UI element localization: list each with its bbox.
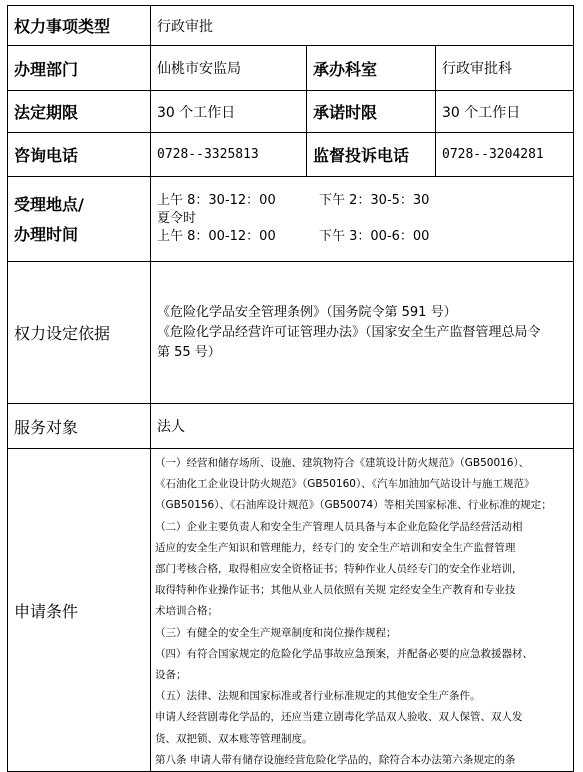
time-am-standard: 上午 8：30-12：00 <box>157 193 276 208</box>
row-dept <box>8 46 574 91</box>
value-consult-phone: 0728--3325813 <box>151 133 307 177</box>
label-conditions: 申请条件 <box>8 449 151 772</box>
label-office: 承办科室 <box>307 46 436 91</box>
info-table <box>7 5 574 772</box>
row-place-time <box>8 177 574 262</box>
row-service <box>8 404 574 449</box>
time-summer <box>157 228 567 246</box>
value-office: 行政审批科 <box>436 46 574 91</box>
row-deadline <box>8 91 574 133</box>
label-basis: 权力设定依据 <box>8 262 151 404</box>
label-place-time <box>8 177 151 262</box>
condition-line: （GB50156）、《石油库设计规范》（GB50074）等相关国家标准、行业标准的规定； <box>155 499 552 512</box>
condition-line: （一）经营和储存场所、设施、建筑物符合《建筑设计防火规范》（GB50016）、 <box>155 457 530 469</box>
value-promised-deadline: 30 个工作日 <box>436 91 574 133</box>
condition-line: 术培训合格； <box>155 605 218 618</box>
value-type: 行政审批 <box>151 6 574 46</box>
label-type: 权力事项类型 <box>8 6 151 46</box>
value-place-time <box>151 177 574 262</box>
label-legal-deadline: 法定期限 <box>8 91 151 133</box>
time-standard <box>157 192 567 210</box>
value-complaint-phone: 0728--3204281 <box>436 133 574 177</box>
condition-line: （二）企业主要负责人和安全生产管理人员具备与本企业危险化学品经营活动相 <box>155 520 523 533</box>
value-basis <box>151 262 574 404</box>
value-conditions <box>151 449 574 772</box>
condition-line: 第八条 申请人带有储存设施经营危险化学品的，除符合本办法第六条规定的条 <box>155 753 516 766</box>
condition-line: （五）法律、法规和国家标准或者行业标准规定的其他安全生产条件。 <box>155 690 481 703</box>
label-complaint-phone: 监督投诉电话 <box>307 133 436 177</box>
value-legal-deadline: 30 个工作日 <box>151 91 307 133</box>
row-phone <box>8 133 574 177</box>
row-basis <box>8 262 574 404</box>
condition-line: 设备； <box>155 669 187 682</box>
condition-line: 货、双把锁、双本账等管理制度。 <box>155 732 313 745</box>
label-dept: 办理部门 <box>8 46 151 91</box>
condition-line: （三）有健全的安全生产规章制度和岗位操作规程； <box>155 626 397 639</box>
row-type <box>8 6 574 46</box>
condition-line: 适应的安全生产知识和管理能力，经专门的 安全生产培训和安全生产监督管理 <box>155 541 516 554</box>
condition-line: 取得特种作业操作证书；其他从业人员依照有关规 定经安全生产教育和专业技 <box>155 584 516 597</box>
condition-line: 《石油化工企业设计防火规范》（GB50160）、《汽车加油加气站设计与施工规范》 <box>155 478 535 491</box>
label-time: 办理时间 <box>14 225 79 244</box>
time-pm-standard: 下午 2：30-5：30 <box>319 193 430 208</box>
summer-label <box>157 210 567 228</box>
basis-line-1: 《危险化学品安全管理条例》（国务院令第 591 号） <box>157 304 457 320</box>
label-promised-deadline: 承诺时限 <box>307 91 436 133</box>
condition-line: 部门考核合格，取得相应安全资格证书；特种作业人员经专门的安全作业培训， <box>155 563 523 576</box>
row-conditions <box>8 449 574 772</box>
condition-line: 申请人经营剧毒化学品的，还应当建立剧毒化学品双人验收、双人保管、双人发 <box>155 711 523 724</box>
summer-text: 夏令时 <box>157 211 197 226</box>
condition-line: （四）有符合国家规定的危险化学品事故应急预案，并配备必要的应急救援器材、 <box>155 647 533 660</box>
label-place: 受理地点/ <box>14 195 84 214</box>
time-am-summer: 上午 8：00-12：00 <box>157 229 276 244</box>
time-pm-summer: 下午 3：00-6：00 <box>319 229 430 244</box>
label-consult-phone: 咨询电话 <box>8 133 151 177</box>
value-service: 法人 <box>151 404 574 449</box>
label-service: 服务对象 <box>8 404 151 449</box>
basis-line-2: 《危险化学品经营许可证管理办法》（国家安全生产监督管理总局令 <box>157 324 541 340</box>
basis-line-3: 第 55 号） <box>157 344 221 360</box>
value-dept: 仙桃市安监局 <box>151 46 307 91</box>
